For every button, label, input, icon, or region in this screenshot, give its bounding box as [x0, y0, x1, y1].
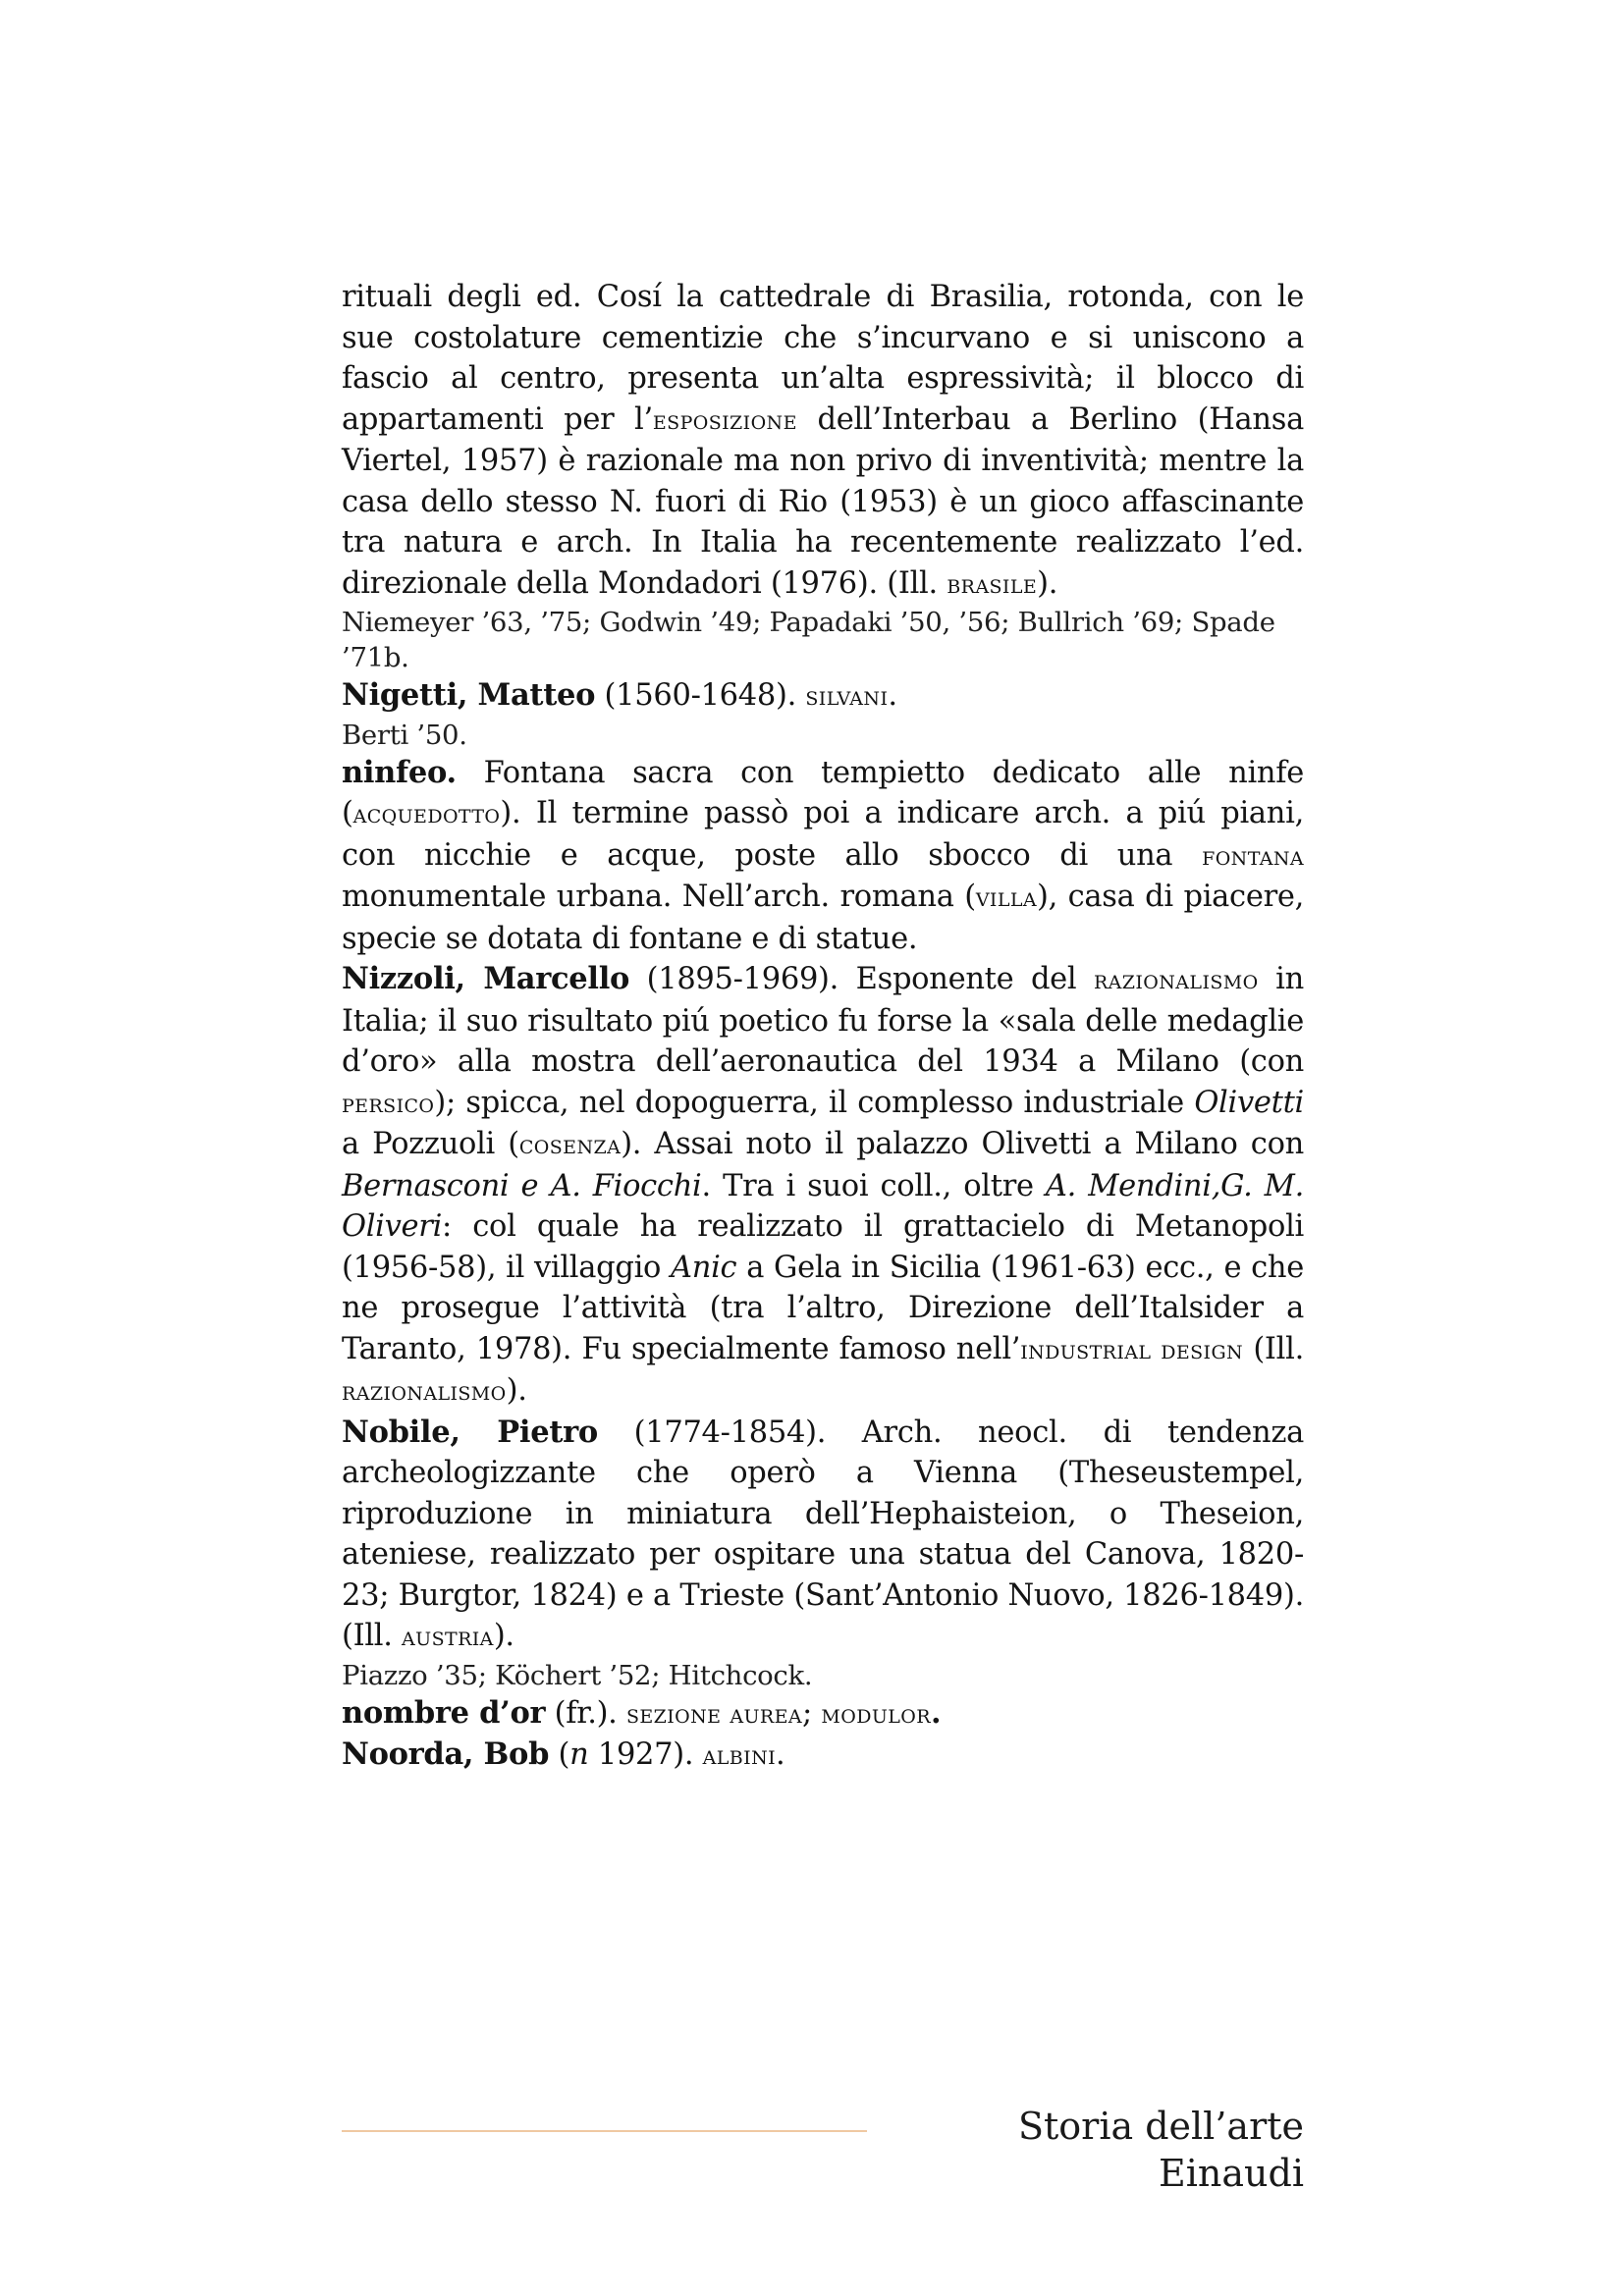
bibliography-nobile: Piazzo ’35; Köchert ’52; Hitchcock. — [342, 1659, 813, 1691]
cross-reference: modulor — [821, 1698, 931, 1730]
entry-text: ; — [802, 1695, 822, 1731]
bibliography-niemeyer: Niemeyer ’63, ’75; Godwin ’49; Papadaki ’50, ’56; Bullrich ’69; Spade ’71b. — [342, 607, 1275, 673]
entry-headword: Noorda, Bob — [342, 1736, 550, 1772]
cross-reference: razionalismo — [342, 1376, 507, 1407]
cross-reference: brasile — [947, 568, 1038, 600]
entry-text: a Pozzuoli ( — [342, 1127, 519, 1161]
entry-text: Fontana sacra con tempietto dedicato alle ninfe ( — [342, 755, 1304, 830]
entry-text: in Italia; il suo risultato piú poetico fu forse la «sala delle medaglie d’oro» alla mostra dell’aeronautica del 1934 a Milano (con — [342, 962, 1304, 1079]
cross-reference: persico — [342, 1088, 435, 1119]
cross-reference: villa — [975, 882, 1037, 913]
cross-reference: esposizione — [652, 404, 797, 436]
entry-text: (fr.). — [545, 1695, 626, 1731]
cross-reference: austria — [402, 1622, 494, 1652]
entry-headword: Nigetti, Matteo — [342, 677, 596, 713]
cross-reference: industrial design — [1020, 1334, 1244, 1365]
entry-text: ). Assai noto il palazzo Olivetti a Milano con — [621, 1127, 1304, 1161]
italic-text: n — [569, 1737, 589, 1772]
entry-text: . — [930, 1694, 942, 1731]
footer-rule — [342, 2130, 867, 2132]
entry-nobile — [342, 1413, 1304, 1658]
entry-niemeyer-continuation — [342, 277, 1304, 605]
entry-text: ). — [493, 1619, 514, 1653]
entry-headword: ninfeo. — [342, 754, 457, 790]
entry-text: dell’Interbau a Berlino (Hansa Viertel, 1957) è razionale ma non privo di inventività; mentre la casa dello stesso N. fuori di Rio (1953) è un gioco affascinante tra natura e arch. In Italia ha recentemente realizzato l’ed. direzionale della Mondadori (1976). (Ill. — [342, 401, 1304, 601]
entry-text: a Gela in Sicilia (1961-63) ecc., e che ne prosegue l’attività (tra l’altro, Direzione dell’Italsider a Taranto, 1978). Fu specialmente famoso nell’ — [342, 1250, 1305, 1366]
bibliography-nigetti: Berti ’50. — [342, 719, 467, 751]
cross-reference: fontana — [1202, 840, 1304, 872]
footer-publication-title: Storia dell’arte Einaudi — [1017, 2105, 1304, 2195]
entry-text: . — [776, 1737, 785, 1772]
entry-text: ). — [1037, 565, 1058, 601]
entry-headword: Nobile, Pietro — [342, 1414, 598, 1450]
entry-text: (Ill. — [1243, 1331, 1304, 1366]
entry-noorda — [342, 1735, 1304, 1777]
entry-text: rituali degli ed. Cosí la cattedrale di Brasilia, rotonda, con le sue costolature cementizie che s’incurvano e si uniscono a fascio al centro, presenta un’alta espressività; il blocco di appartamenti per l’ — [342, 280, 1304, 437]
entry-text: ). Il termine passò poi a indicare arch. a piú piani, con nicchie e acque, poste allo sbocco di una — [342, 796, 1304, 873]
cross-reference: razionalismo — [1093, 965, 1259, 995]
entry-text: ); spicca, nel dopoguerra, il complesso industriale — [434, 1085, 1195, 1120]
entry-nizzoli — [342, 959, 1304, 1413]
entry-text: monumentale urbana. Nell’arch. romana ( — [342, 880, 976, 914]
italic-text: Bernasconi e A. Fiocchi — [342, 1168, 702, 1203]
cross-reference: albini — [702, 1740, 777, 1771]
cross-reference: acquedotto — [352, 799, 501, 829]
italic-text: Olivetti — [1194, 1085, 1304, 1120]
entry-text: ). — [506, 1373, 527, 1408]
entry-text: (1895-1969). Esponente del — [629, 962, 1094, 996]
entry-ninfeo — [342, 753, 1304, 960]
entry-text: . — [888, 678, 897, 713]
entry-nigetti — [342, 675, 1304, 718]
entry-text: ( — [549, 1737, 570, 1772]
text-column — [342, 277, 1304, 1777]
italic-text: Anic — [671, 1250, 737, 1285]
entry-nombre-dor — [342, 1693, 1304, 1735]
italic-text: A. Mendini,G. M. Oliveri — [342, 1168, 1304, 1244]
entry-text: . Tra i suoi coll., oltre — [701, 1168, 1046, 1203]
entry-headword: Nizzoli, Marcello — [342, 961, 630, 996]
cross-reference: cosenza — [518, 1130, 622, 1160]
entry-text: ), casa di piacere, specie se dotata di fontane e di statue. — [342, 880, 1304, 956]
entry-text: (1560-1648). — [595, 678, 806, 713]
entry-text: (1774-1854). Arch. neocl. di tendenza archeologizzante che operò a Vienna (Theseustempel, riproduzione in miniatura dell’Hephaisteion, o Theseion, ateniese, realizzato per ospitare una statua del Canova, 1820-23; Burgtor, 1824) e a Trieste (Sant’Antonio Nuovo, 1826-1849). (Ill. — [342, 1415, 1304, 1653]
entry-text: : col quale ha realizzato il grattacielo di Metanopoli (1956-58), il villaggio — [342, 1209, 1304, 1285]
cross-reference: sezione aurea — [625, 1698, 803, 1730]
entry-headword: nombre d’or — [342, 1694, 546, 1731]
entry-text: 1927). — [588, 1737, 703, 1772]
cross-reference: silvani — [805, 681, 889, 712]
